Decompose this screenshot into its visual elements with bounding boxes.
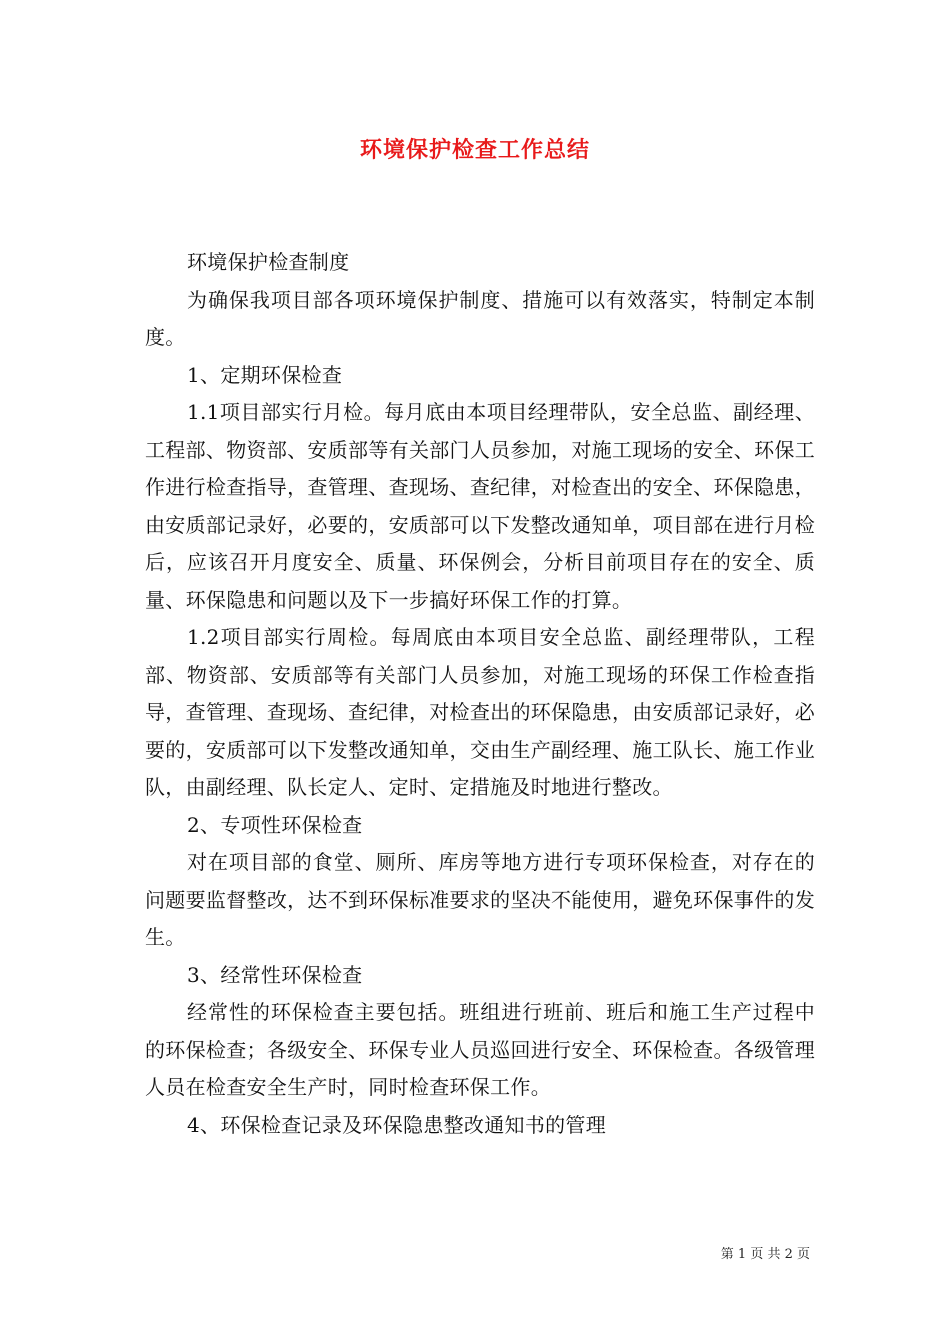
section-heading: 4、环保检查记录及环保隐患整改通知书的管理 bbox=[187, 1112, 607, 1137]
document-title: 环境保护检查工作总结 bbox=[359, 137, 590, 163]
page-number: 第 1 页 共 2 页 bbox=[720, 1247, 810, 1262]
section-heading: 3、经常性环保检查 bbox=[187, 962, 363, 987]
document-body bbox=[145, 244, 815, 1144]
paragraph: 1.1项目部实行月检。每月底由本项目经理带队，安全总监、副经理、工程部、物资部、安质部等有关部门人员参加，对施工现场的安全、环保工作进行检查指导，查管理、查现场、查纪律，对检查出的安全、环保隐患，由安质部记录好，必要的，安质部可以下发整改通知单，项目部在进行月检后，应该召开月度安全、质量、环保例会，分析目前项目存在的安全、质量、环保隐患和问题以及下一步搞好环保工作的打算。 bbox=[145, 400, 815, 612]
paragraph-heading: 环境保护检查制度 bbox=[187, 250, 350, 274]
paragraph: 为确保我项目部各项环境保护制度、措施可以有效落实，特制定本制度。 bbox=[145, 287, 815, 349]
paragraph: 对在项目部的食堂、厕所、库房等地方进行专项环保检查，对存在的问题要监督整改，达不到环保标准要求的坚决不能使用，避免环保事件的发生。 bbox=[145, 850, 815, 949]
section-heading: 1、定期环保检查 bbox=[187, 362, 343, 387]
section-heading: 2、专项性环保检查 bbox=[187, 812, 363, 837]
paragraph: 经常性的环保检查主要包括。班组进行班前、班后和施工生产过程中的环保检查；各级安全、环保专业人员巡回进行安全、环保检查。各级管理人员在检查安全生产时，同时检查环保工作。 bbox=[145, 1000, 815, 1099]
paragraph: 1.2项目部实行周检。每周底由本项目安全总监、副经理带队，工程部、物资部、安质部等有关部门人员参加，对施工现场的环保工作检查指导，查管理、查现场、查纪律，对检查出的环保隐患，由安质部记录好，必要的，安质部可以下发整改通知单，交由生产副经理、施工队长、施工作业队，由副经理、队长定人、定时、定措施及时地进行整改。 bbox=[145, 625, 815, 799]
